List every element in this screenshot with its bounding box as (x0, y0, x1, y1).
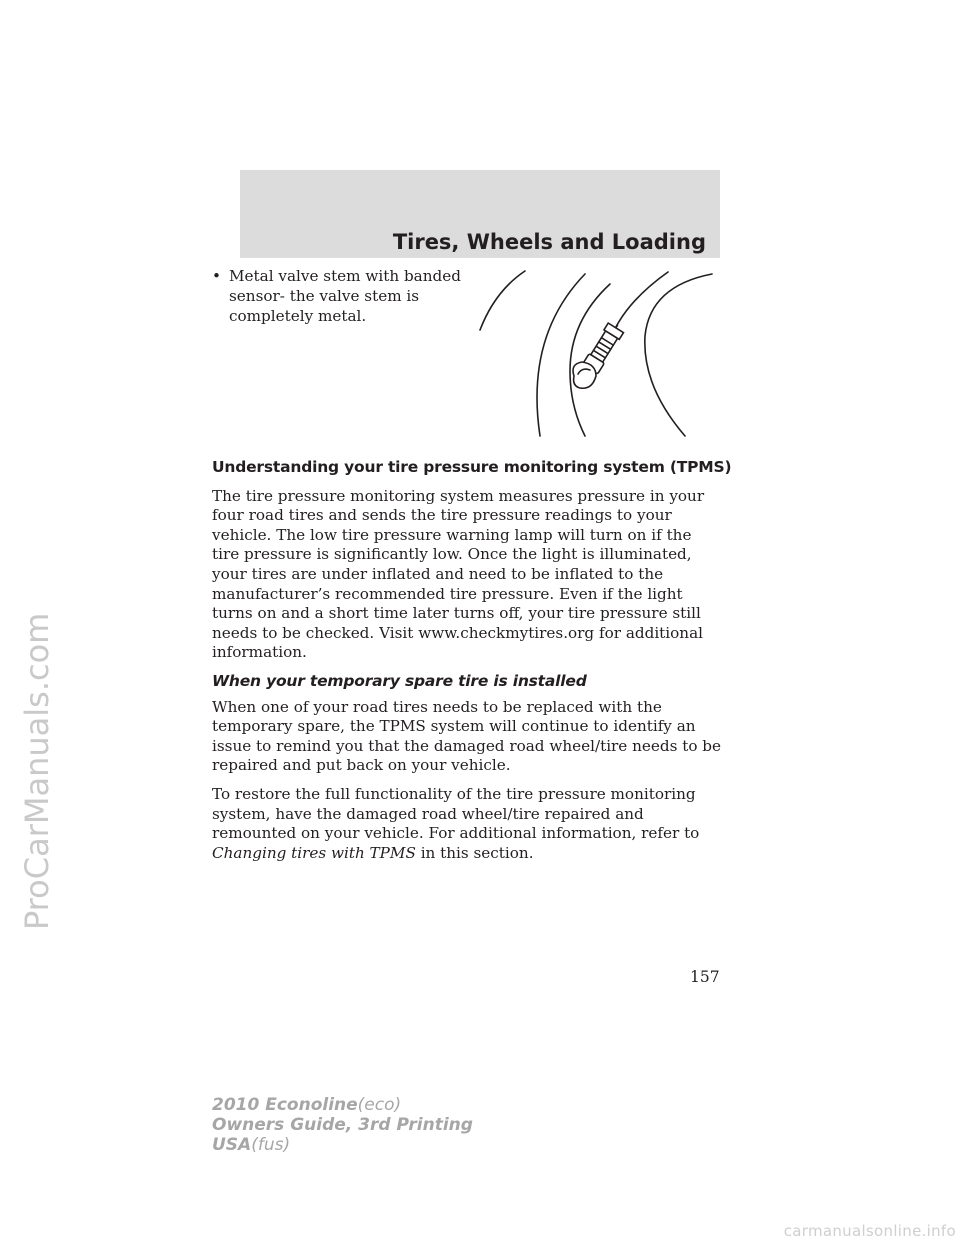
subsection-paragraph-2 (212, 785, 722, 863)
bullet-marker: • (212, 267, 221, 285)
paragraph-2-start: To restore the full functionality of the tire pressure monitoring system, have the damaged road wheel/tire repaired and remounted on your vehicle. For additional information, refer to (212, 784, 700, 843)
footer-line-3 (212, 1135, 473, 1155)
cross-reference: Changing tires with TPMS (212, 843, 416, 862)
page-number: 157 (690, 968, 720, 986)
footer-market-code: (fus) (251, 1135, 291, 1155)
subsection-heading: When your temporary spare tire is installed (212, 671, 587, 690)
section-heading: Understanding your tire pressure monitoring system (TPMS) (212, 458, 732, 476)
subsection-paragraph-1: When one of your road tires needs to be replaced with the temporary spare, the TPMS system will continue to identify an issue to remind you that the damaged road wheel/tire needs to be repaired and put back on your vehicle. (212, 697, 722, 775)
section-title: Tires, Wheels and Loading (392, 230, 706, 254)
bullet-text: Metal valve stem with banded sensor- the valve stem is completely metal. (229, 267, 461, 325)
valve-stem-illustration-icon (470, 266, 720, 441)
bullet-item (212, 266, 462, 326)
bottom-watermark: carmanualsonline.info (783, 1222, 956, 1240)
footer (212, 1095, 473, 1155)
footer-model-code: (eco) (357, 1095, 402, 1115)
footer-line-1 (212, 1095, 473, 1115)
paragraph-2-end: in this section. (420, 843, 534, 862)
footer-model: 2010 Econoline (212, 1095, 358, 1115)
section-paragraph: The tire pressure monitoring system measures pressure in your four road tires and sends the tire pressure readings to your vehicle. The low tire pressure warning lamp will turn on if the tire pressure is significantly low. Once the light is illuminated, your tires are under inflated and need to be inflated to the manufacturer’s recommended tire pressure. Even if the light turns on and a short time later turns off, your tire pressure still needs to be checked. Visit www.checkmytires.org for additional information. (212, 486, 705, 662)
footer-market: USA (212, 1135, 252, 1155)
main-content (212, 458, 732, 872)
section-header-band (240, 170, 720, 258)
side-watermark-text: ProCarManuals.com (18, 612, 56, 930)
footer-edition: Owners Guide, 3rd Printing (212, 1115, 473, 1135)
